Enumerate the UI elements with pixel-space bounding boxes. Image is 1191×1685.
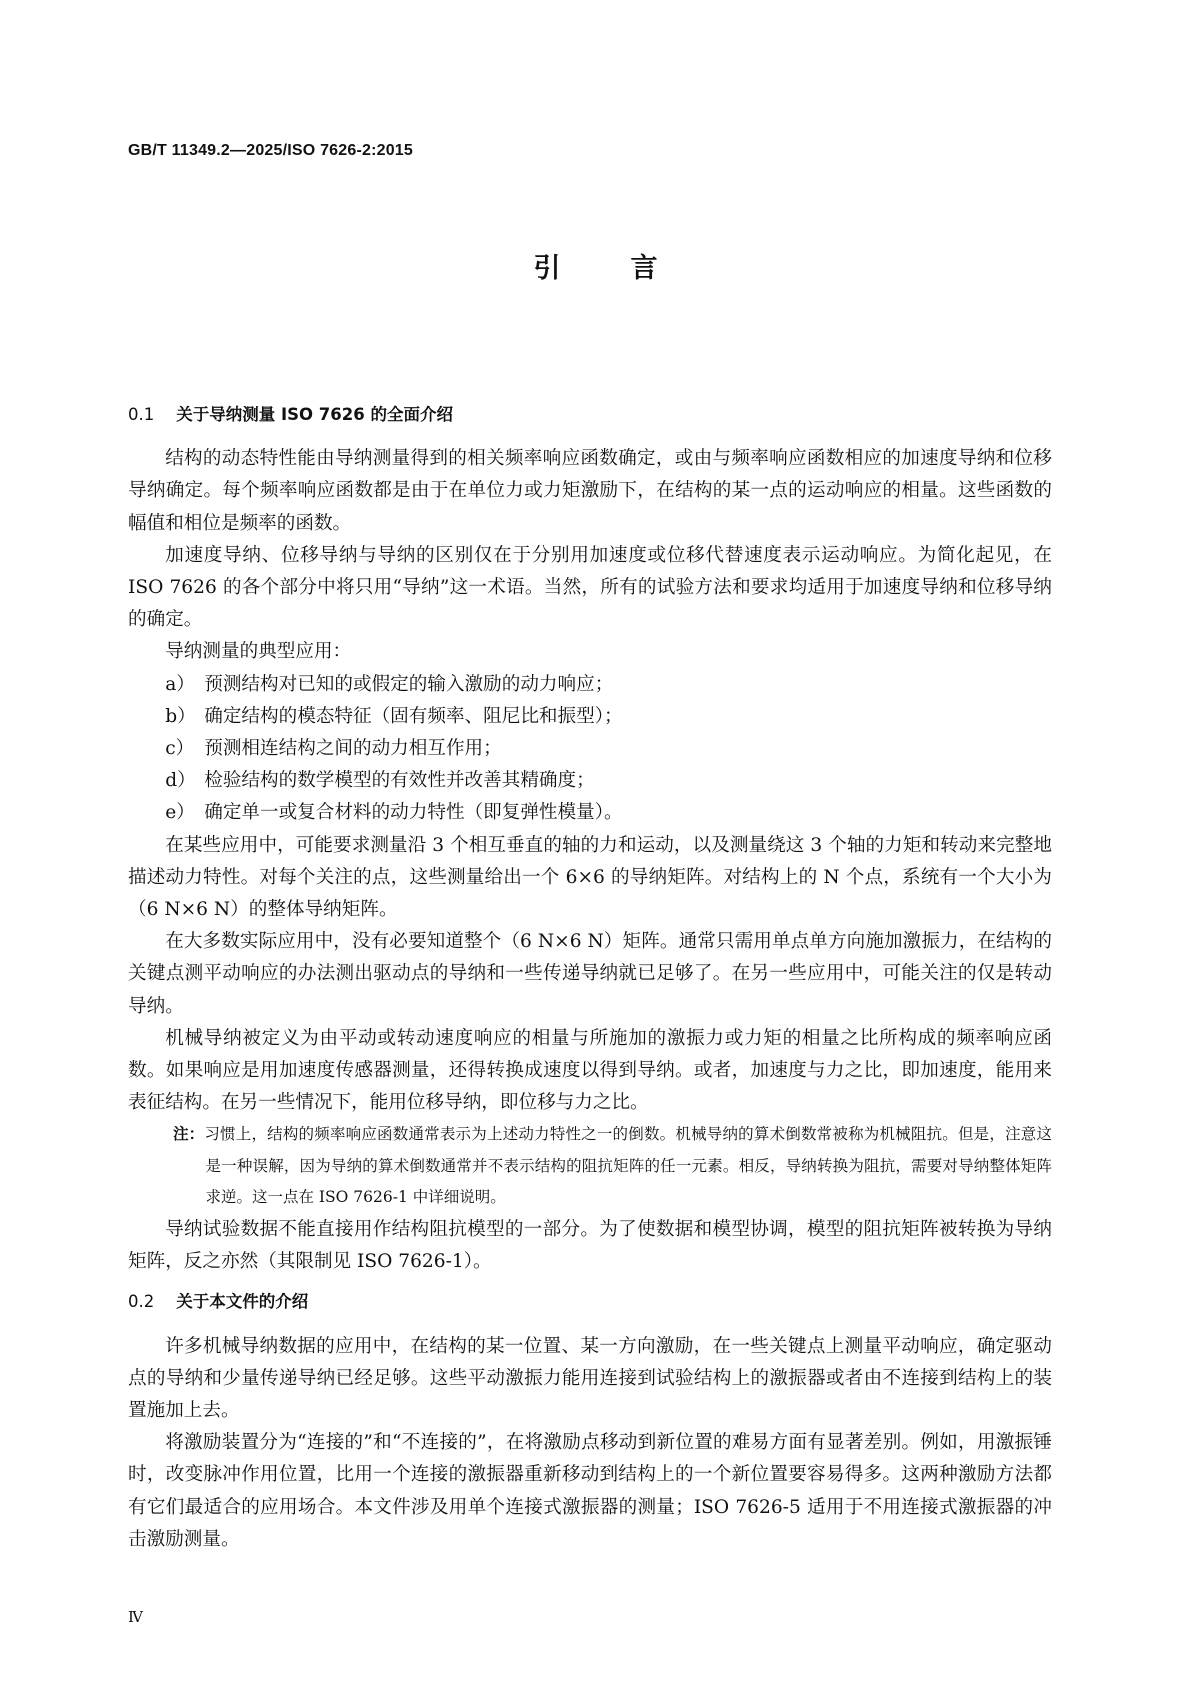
list-item-label: a）: [165, 673, 195, 695]
document-code-header: GB/T 11349.2—2025/ISO 7626-2:2015: [128, 142, 414, 159]
list-item: [165, 701, 1052, 733]
list-item: [165, 797, 1052, 829]
page-title: 引言: [533, 253, 728, 284]
list-item-text: 预测结构对已知的或假定的输入激励的动力响应；: [204, 673, 614, 695]
list-item: [165, 765, 1052, 797]
list-item: [165, 669, 1052, 701]
paragraph: 结构的动态特性能由导纳测量得到的相关频率响应函数确定，或由与频率响应函数相应的加速度导纳和位移导纳确定。每个频率响应函数都是由于在单位力或力矩激励下，在结构的某一点的运动响应的相量。这些函数的幅值和相位是频率的函数。: [128, 448, 1052, 534]
list-item-text: 检验结构的数学模型的有效性并改善其精确度；: [204, 770, 595, 792]
list-item-text: 预测相连结构之间的动力相互作用；: [204, 738, 502, 760]
paragraph: 加速度导纳、位移导纳与导纳的区别仅在于分别用加速度或位移代替速度表示运动响应。为简化起见，在 ISO 7626 的各个部分中将只用“导纳”这一术语。当然，所有的试验方法和要求均适用于加速度导纳和位移导纳的确定。: [128, 544, 1052, 631]
section-number: 0.1: [128, 405, 155, 424]
list-item: [165, 733, 1052, 765]
note: [156, 1119, 1052, 1214]
main-content: [128, 399, 1052, 1556]
list-item-label: d）: [165, 770, 196, 792]
paragraph: 机械导纳被定义为由平动或转动速度响应的相量与所施加的激振力或力矩的相量之比所构成的频率响应函数。如果响应是用加速度传感器测量，还得转换成速度以得到导纳。或者，加速度与力之比，即加速度，能用来表征结构。在另一些情况下，能用位移导纳，即位移与力之比。: [128, 1027, 1052, 1114]
list-item-text: 确定结构的模态特征（固有频率、阻尼比和振型）；: [204, 705, 623, 727]
section-heading-0-2: [128, 1286, 1052, 1318]
note-label: 注：: [172, 1125, 205, 1144]
note-text: 习惯上，结构的频率响应函数通常表示为上述动力特性之一的倒数。机械导纳的算术倒数常被称为机械阻抗。但是，注意这是一种误解，因为导纳的算术倒数通常并不表示结构的阻抗矩阵的任一元素。相反，导纳转换为阻抗，需要对导纳整体矩阵求逆。这一点在 ISO 7626-1 中详细说明。: [204, 1125, 1052, 1207]
paragraph: 导纳测量的典型应用：: [165, 641, 352, 663]
section-number: 0.2: [128, 1292, 155, 1312]
section-title: 关于本文件的介绍: [176, 1292, 309, 1312]
list-item-text: 确定单一或复合材料的动力特性（即复弹性模量）。: [204, 802, 623, 824]
section-title: 关于导纳测量 ISO 7626 的全面介绍: [176, 405, 453, 424]
list-item-label: b）: [165, 705, 196, 727]
paragraph: 导纳试验数据不能直接用作结构阻抗模型的一部分。为了使数据和模型协调，模型的阻抗矩阵被转换为导纳矩阵，反之亦然（其限制见 ISO 7626-1）。: [128, 1218, 1052, 1273]
section-heading-0-1: [128, 399, 1052, 431]
list-item-label: e）: [165, 802, 195, 824]
paragraph: 将激励装置分为“连接的”和“不连接的”，在将激励点移动到新位置的难易方面有显著差别。例如，用激振锤时，改变脉冲作用位置，比用一个连接的激振器重新移动到结构上的一个新位置要容易得多。这两种激励方法都有它们最适合的应用场合。本文件涉及用单个连接式激振器的测量；ISO 7626-5 适用于不用连接式激振器的冲击激励测量。: [128, 1432, 1052, 1550]
page-number: Ⅳ: [128, 1610, 143, 1626]
paragraph: 在大多数实际应用中，没有必要知道整个（6 N×6 N）矩阵。通常只需用单点单方向施加激振力，在结构的关键点测平动响应的办法测出驱动点的导纳和一些传递导纳就已足够了。在另一些应用中，可能关注的仅是转动导纳。: [128, 931, 1052, 1017]
list-item-label: c）: [165, 738, 195, 760]
paragraph: 许多机械导纳数据的应用中，在结构的某一位置、某一方向激励，在一些关键点上测量平动响应，确定驱动点的导纳和少量传递导纳已经足够。这些平动激振力能用连接到试验结构上的激振器或者由不连接到结构上的装置施加上去。: [128, 1335, 1052, 1421]
paragraph: 在某些应用中，可能要求测量沿 3 个相互垂直的轴的力和运动，以及测量绕这 3 个轴的力矩和转动来完整地描述动力特性。对每个关注的点，这些测量给出一个 6×6 的导纳矩阵。对结构上的 N 个点，系统有一个大小为（6 N×6 N）的整体导纳矩阵。: [128, 834, 1052, 921]
